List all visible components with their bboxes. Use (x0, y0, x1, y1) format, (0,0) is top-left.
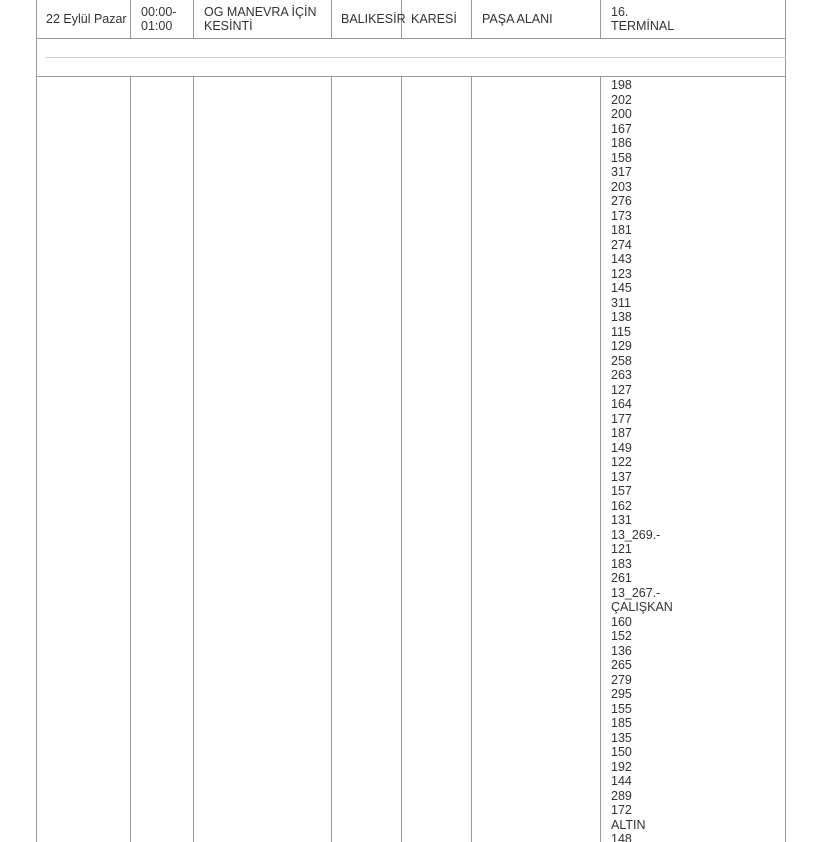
table-left-border (36, 0, 37, 842)
list-item: 127 (611, 382, 632, 397)
column-divider (193, 77, 194, 842)
column-divider (471, 77, 472, 842)
column-divider (130, 77, 131, 842)
list-item: 186 (611, 136, 632, 150)
list-item: 158 (611, 150, 632, 165)
list-item: 160 (611, 614, 632, 629)
date-cell: 22 Eylül Pazar (46, 12, 127, 26)
list-item: 187 (611, 426, 632, 440)
list-item: 135 (611, 730, 632, 745)
list-item: 198 (611, 78, 632, 92)
column-divider (331, 77, 332, 842)
list-item: 122 (611, 455, 632, 469)
list-item: 13_269.- (611, 527, 661, 542)
city-cell: BALIKESİR (341, 12, 406, 26)
list-item: 131 (611, 513, 632, 527)
column-divider (193, 0, 194, 38)
list-item: 172 (611, 803, 632, 817)
time-end: 01:00 (141, 19, 173, 33)
list-item: 152 (611, 629, 632, 643)
list-item: 155 (611, 701, 632, 716)
list-item: 263 (611, 368, 632, 382)
list-item: 150 (611, 745, 632, 759)
list-item: 311 (611, 295, 631, 310)
column-divider (130, 0, 131, 38)
reason-cell (204, 5, 317, 33)
column-divider (600, 0, 601, 38)
list-item: 121 (611, 542, 632, 556)
time-start: 00:00- (141, 5, 177, 19)
list-item: 177 (611, 411, 632, 426)
list-item: 143 (611, 252, 632, 266)
list-item: 317 (611, 165, 632, 179)
list-item: 276 (611, 194, 632, 208)
row-divider (36, 38, 786, 39)
column-divider (331, 0, 332, 38)
list-item: 200 (611, 107, 632, 121)
table-right-border (785, 0, 786, 842)
list-item: 192 (611, 759, 632, 774)
list-item: 145 (611, 281, 632, 295)
list-item: 137 (611, 469, 632, 484)
list-item: 295 (611, 687, 632, 701)
list-item: 164 (611, 397, 632, 411)
list-item: 289 (611, 788, 632, 803)
list-item: 203 (611, 179, 632, 194)
list-item: 157 (611, 484, 632, 498)
list-item: 13_267.- (611, 585, 661, 600)
list-item: 279 (611, 672, 632, 687)
list-item: 138 (611, 310, 632, 324)
list-item: 136 (611, 643, 632, 658)
neighborhood-cell: PAŞA ALANI (482, 12, 553, 26)
area-line: TERMİNAL (611, 19, 675, 33)
reason-line: KESİNTİ (204, 19, 253, 33)
reason-line: OG MANEVRA İÇİN (204, 5, 317, 19)
column-divider (600, 77, 601, 842)
list-item: 261 (611, 571, 632, 585)
list-item: 144 (611, 774, 632, 788)
list-item: 173 (611, 208, 632, 223)
list-item: 258 (611, 353, 632, 368)
list-item: 274 (611, 237, 632, 252)
list-item: 265 (611, 658, 632, 672)
list-item: 115 (611, 324, 631, 339)
list-item: 183 (611, 556, 632, 571)
list-item: 185 (611, 716, 632, 730)
list-item: 129 (611, 339, 632, 353)
list-item: 167 (611, 121, 632, 136)
affected-area-list (611, 78, 673, 842)
area-line: 16. (611, 5, 629, 19)
list-item: ALTIN (611, 817, 646, 832)
list-item: 181 (611, 223, 632, 237)
list-item: 162 (611, 498, 632, 513)
district-cell: KARESİ (411, 12, 457, 26)
list-item: 148 (611, 832, 632, 842)
column-divider (471, 0, 472, 38)
row-divider (36, 76, 786, 77)
list-item: 149 (611, 440, 632, 455)
area-cell (611, 5, 674, 33)
time-cell (141, 5, 176, 33)
column-divider (401, 77, 402, 842)
row-rule (46, 57, 786, 58)
list-item: 202 (611, 92, 632, 107)
list-item: 123 (611, 266, 632, 281)
list-item: ÇALIŞKAN (611, 600, 673, 614)
